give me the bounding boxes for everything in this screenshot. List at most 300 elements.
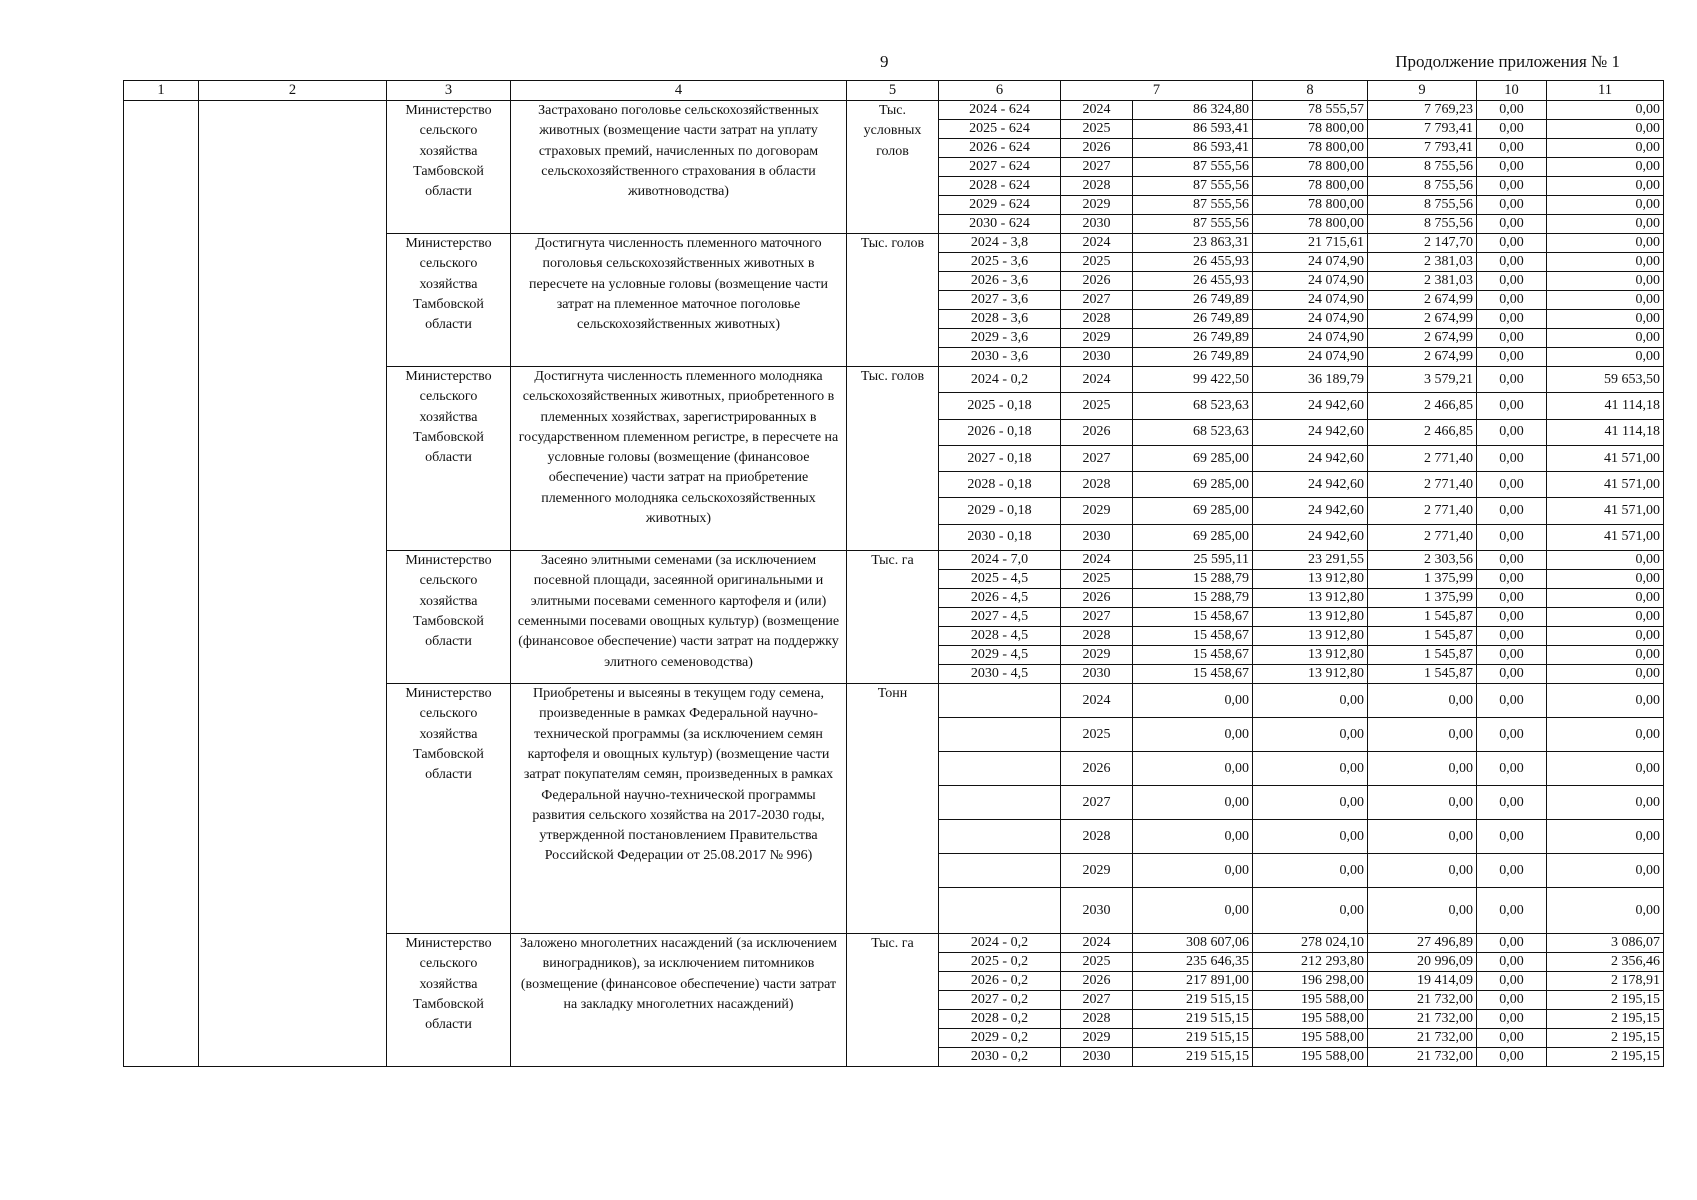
local-budget-cell: 0,00 xyxy=(1477,608,1547,627)
extrabudgetary-cell: 0,00 xyxy=(1547,589,1664,608)
year-cell: 2028 xyxy=(1061,472,1133,498)
year-cell: 2029 xyxy=(1061,498,1133,524)
total-amount-cell: 86 593,41 xyxy=(1133,139,1253,158)
local-budget-cell: 0,00 xyxy=(1477,551,1547,570)
extrabudgetary-cell: 0,00 xyxy=(1547,551,1664,570)
target-value-cell: 2028 - 0,2 xyxy=(939,1010,1061,1029)
regional-budget-cell: 7 793,41 xyxy=(1368,139,1477,158)
target-value-cell: 2027 - 0,18 xyxy=(939,445,1061,471)
extrabudgetary-cell: 0,00 xyxy=(1547,234,1664,253)
total-amount-cell: 68 523,63 xyxy=(1133,393,1253,419)
federal-budget-cell: 13 912,80 xyxy=(1253,589,1368,608)
year-cell: 2024 xyxy=(1061,234,1133,253)
total-amount-cell: 69 285,00 xyxy=(1133,472,1253,498)
local-budget-cell: 0,00 xyxy=(1477,393,1547,419)
local-budget-cell: 0,00 xyxy=(1477,445,1547,471)
regional-budget-cell: 1 545,87 xyxy=(1368,627,1477,646)
regional-budget-cell: 7 793,41 xyxy=(1368,120,1477,139)
result-indicator-cell: Засеяно элитными семенами (за исключением посевной площади, засеянной оригинальными и элитными посевами семенного картофеля и (или) семенными посевами овощных культур) (возмещение (финансовое обеспечение) части затрат на поддержку элитного семеноводства) xyxy=(511,551,847,684)
empty-col1-cell xyxy=(124,101,199,1067)
federal-budget-cell: 212 293,80 xyxy=(1253,953,1368,972)
federal-budget-cell: 0,00 xyxy=(1253,718,1368,752)
federal-budget-cell: 0,00 xyxy=(1253,854,1368,888)
target-value-cell xyxy=(939,684,1061,718)
extrabudgetary-cell: 0,00 xyxy=(1547,177,1664,196)
target-value-cell: 2029 - 4,5 xyxy=(939,646,1061,665)
regional-budget-cell: 1 375,99 xyxy=(1368,570,1477,589)
local-budget-cell: 0,00 xyxy=(1477,196,1547,215)
funding-table xyxy=(123,80,1664,1067)
federal-budget-cell: 24 942,60 xyxy=(1253,472,1368,498)
year-cell: 2027 xyxy=(1061,291,1133,310)
federal-budget-cell: 13 912,80 xyxy=(1253,627,1368,646)
year-cell: 2026 xyxy=(1061,139,1133,158)
federal-budget-cell: 24 942,60 xyxy=(1253,524,1368,550)
responsible-executor-cell: Министерство сельского хозяйства Тамбовской области xyxy=(387,934,511,1067)
result-indicator-cell: Достигнута численность племенного маточного поголовья сельскохозяйственных животных в пересчете на условные головы (возмещение части затрат на племенное маточное поголовье сельскохозяйственных животных) xyxy=(511,234,847,367)
column-header: 11 xyxy=(1547,81,1664,101)
federal-budget-cell: 21 715,61 xyxy=(1253,234,1368,253)
target-value-cell: 2024 - 3,8 xyxy=(939,234,1061,253)
regional-budget-cell: 3 579,21 xyxy=(1368,367,1477,393)
total-amount-cell: 15 458,67 xyxy=(1133,627,1253,646)
total-amount-cell: 235 646,35 xyxy=(1133,953,1253,972)
regional-budget-cell: 2 674,99 xyxy=(1368,329,1477,348)
extrabudgetary-cell: 2 178,91 xyxy=(1547,972,1664,991)
regional-budget-cell: 2 771,40 xyxy=(1368,445,1477,471)
extrabudgetary-cell: 0,00 xyxy=(1547,348,1664,367)
extrabudgetary-cell: 0,00 xyxy=(1547,329,1664,348)
federal-budget-cell: 24 074,90 xyxy=(1253,348,1368,367)
local-budget-cell: 0,00 xyxy=(1477,310,1547,329)
target-value-cell xyxy=(939,786,1061,820)
federal-budget-cell: 195 588,00 xyxy=(1253,1029,1368,1048)
extrabudgetary-cell: 2 356,46 xyxy=(1547,953,1664,972)
total-amount-cell: 15 458,67 xyxy=(1133,665,1253,684)
local-budget-cell: 0,00 xyxy=(1477,329,1547,348)
target-value-cell: 2029 - 624 xyxy=(939,196,1061,215)
target-value-cell xyxy=(939,718,1061,752)
local-budget-cell: 0,00 xyxy=(1477,120,1547,139)
total-amount-cell: 69 285,00 xyxy=(1133,498,1253,524)
column-header: 8 xyxy=(1253,81,1368,101)
target-value-cell: 2028 - 4,5 xyxy=(939,627,1061,646)
regional-budget-cell: 2 381,03 xyxy=(1368,272,1477,291)
target-value-cell: 2025 - 624 xyxy=(939,120,1061,139)
extrabudgetary-cell: 0,00 xyxy=(1547,820,1664,854)
extrabudgetary-cell: 0,00 xyxy=(1547,139,1664,158)
local-budget-cell: 0,00 xyxy=(1477,665,1547,684)
target-value-cell: 2025 - 0,2 xyxy=(939,953,1061,972)
regional-budget-cell: 2 303,56 xyxy=(1368,551,1477,570)
year-cell: 2027 xyxy=(1061,158,1133,177)
regional-budget-cell: 2 674,99 xyxy=(1368,348,1477,367)
extrabudgetary-cell: 0,00 xyxy=(1547,272,1664,291)
year-cell: 2030 xyxy=(1061,1048,1133,1067)
total-amount-cell: 15 458,67 xyxy=(1133,608,1253,627)
local-budget-cell: 0,00 xyxy=(1477,234,1547,253)
total-amount-cell: 87 555,56 xyxy=(1133,215,1253,234)
total-amount-cell: 87 555,56 xyxy=(1133,196,1253,215)
total-amount-cell: 0,00 xyxy=(1133,888,1253,934)
local-budget-cell: 0,00 xyxy=(1477,367,1547,393)
local-budget-cell: 0,00 xyxy=(1477,953,1547,972)
table-body xyxy=(124,101,1664,1067)
year-cell: 2027 xyxy=(1061,786,1133,820)
year-cell: 2028 xyxy=(1061,310,1133,329)
extrabudgetary-cell: 0,00 xyxy=(1547,665,1664,684)
target-value-cell: 2030 - 3,6 xyxy=(939,348,1061,367)
total-amount-cell: 87 555,56 xyxy=(1133,177,1253,196)
total-amount-cell: 15 458,67 xyxy=(1133,646,1253,665)
regional-budget-cell: 8 755,56 xyxy=(1368,177,1477,196)
target-value-cell: 2029 - 3,6 xyxy=(939,329,1061,348)
federal-budget-cell: 195 588,00 xyxy=(1253,1048,1368,1067)
column-header: 5 xyxy=(847,81,939,101)
total-amount-cell: 0,00 xyxy=(1133,854,1253,888)
extrabudgetary-cell: 0,00 xyxy=(1547,253,1664,272)
total-amount-cell: 69 285,00 xyxy=(1133,524,1253,550)
regional-budget-cell: 1 545,87 xyxy=(1368,646,1477,665)
year-cell: 2027 xyxy=(1061,991,1133,1010)
local-budget-cell: 0,00 xyxy=(1477,1010,1547,1029)
local-budget-cell: 0,00 xyxy=(1477,646,1547,665)
target-value-cell: 2024 - 7,0 xyxy=(939,551,1061,570)
local-budget-cell: 0,00 xyxy=(1477,627,1547,646)
regional-budget-cell: 8 755,56 xyxy=(1368,196,1477,215)
total-amount-cell: 87 555,56 xyxy=(1133,158,1253,177)
unit-cell: Тыс. га xyxy=(847,934,939,1067)
federal-budget-cell: 78 800,00 xyxy=(1253,196,1368,215)
unit-cell: Тыс. га xyxy=(847,551,939,684)
extrabudgetary-cell: 0,00 xyxy=(1547,854,1664,888)
federal-budget-cell: 13 912,80 xyxy=(1253,665,1368,684)
extrabudgetary-cell: 41 571,00 xyxy=(1547,472,1664,498)
target-value-cell: 2026 - 0,2 xyxy=(939,972,1061,991)
total-amount-cell: 26 749,89 xyxy=(1133,348,1253,367)
total-amount-cell: 86 324,80 xyxy=(1133,101,1253,120)
target-value-cell: 2027 - 624 xyxy=(939,158,1061,177)
year-cell: 2026 xyxy=(1061,272,1133,291)
target-value-cell: 2026 - 624 xyxy=(939,139,1061,158)
unit-cell: Тыс. голов xyxy=(847,234,939,367)
target-value-cell xyxy=(939,854,1061,888)
extrabudgetary-cell: 0,00 xyxy=(1547,608,1664,627)
regional-budget-cell: 8 755,56 xyxy=(1368,215,1477,234)
regional-budget-cell: 0,00 xyxy=(1368,684,1477,718)
extrabudgetary-cell: 2 195,15 xyxy=(1547,1048,1664,1067)
target-value-cell: 2026 - 4,5 xyxy=(939,589,1061,608)
extrabudgetary-cell: 0,00 xyxy=(1547,310,1664,329)
regional-budget-cell: 2 381,03 xyxy=(1368,253,1477,272)
year-cell: 2030 xyxy=(1061,524,1133,550)
target-value-cell: 2030 - 4,5 xyxy=(939,665,1061,684)
total-amount-cell: 219 515,15 xyxy=(1133,1029,1253,1048)
extrabudgetary-cell: 0,00 xyxy=(1547,291,1664,310)
target-value-cell: 2030 - 0,18 xyxy=(939,524,1061,550)
year-cell: 2028 xyxy=(1061,820,1133,854)
total-amount-cell: 15 288,79 xyxy=(1133,570,1253,589)
column-header: 2 xyxy=(199,81,387,101)
regional-budget-cell: 27 496,89 xyxy=(1368,934,1477,953)
federal-budget-cell: 36 189,79 xyxy=(1253,367,1368,393)
total-amount-cell: 68 523,63 xyxy=(1133,419,1253,445)
result-indicator-cell: Приобретены и высеяны в текущем году семена, произведенные в рамках Федеральной научно-технической программы (за исключением семян картофеля и овощных культур) (возмещение части затрат покупателям семян, произведенных в рамках Федеральной научно-технической программы развития сельского хозяйства на 2017-2030 годы, утвержденной постановлением Правительства Российской Федерации от 25.08.2017 № 996) xyxy=(511,684,847,934)
year-cell: 2029 xyxy=(1061,1029,1133,1048)
regional-budget-cell: 20 996,09 xyxy=(1368,953,1477,972)
extrabudgetary-cell: 41 571,00 xyxy=(1547,498,1664,524)
extrabudgetary-cell: 0,00 xyxy=(1547,627,1664,646)
local-budget-cell: 0,00 xyxy=(1477,786,1547,820)
extrabudgetary-cell: 0,00 xyxy=(1547,888,1664,934)
local-budget-cell: 0,00 xyxy=(1477,177,1547,196)
extrabudgetary-cell: 2 195,15 xyxy=(1547,991,1664,1010)
local-budget-cell: 0,00 xyxy=(1477,570,1547,589)
target-value-cell: 2027 - 4,5 xyxy=(939,608,1061,627)
column-header: 1 xyxy=(124,81,199,101)
extrabudgetary-cell: 0,00 xyxy=(1547,570,1664,589)
target-value-cell: 2028 - 624 xyxy=(939,177,1061,196)
extrabudgetary-cell: 0,00 xyxy=(1547,786,1664,820)
regional-budget-cell: 2 771,40 xyxy=(1368,472,1477,498)
federal-budget-cell: 278 024,10 xyxy=(1253,934,1368,953)
year-cell: 2026 xyxy=(1061,589,1133,608)
total-amount-cell: 99 422,50 xyxy=(1133,367,1253,393)
column-header: 6 xyxy=(939,81,1061,101)
year-cell: 2030 xyxy=(1061,665,1133,684)
extrabudgetary-cell: 0,00 xyxy=(1547,215,1664,234)
local-budget-cell: 0,00 xyxy=(1477,215,1547,234)
year-cell: 2028 xyxy=(1061,177,1133,196)
target-value-cell: 2028 - 0,18 xyxy=(939,472,1061,498)
local-budget-cell: 0,00 xyxy=(1477,972,1547,991)
target-value-cell: 2024 - 0,2 xyxy=(939,934,1061,953)
local-budget-cell: 0,00 xyxy=(1477,752,1547,786)
responsible-executor-cell: Министерство сельского хозяйства Тамбовской области xyxy=(387,684,511,934)
target-value-cell: 2029 - 0,2 xyxy=(939,1029,1061,1048)
unit-cell: Тыс. голов xyxy=(847,367,939,551)
total-amount-cell: 0,00 xyxy=(1133,718,1253,752)
extrabudgetary-cell: 2 195,15 xyxy=(1547,1029,1664,1048)
appendix-continuation-heading: Продолжение приложения № 1 xyxy=(1395,52,1620,71)
year-cell: 2025 xyxy=(1061,393,1133,419)
total-amount-cell: 219 515,15 xyxy=(1133,1010,1253,1029)
year-cell: 2024 xyxy=(1061,101,1133,120)
total-amount-cell: 15 288,79 xyxy=(1133,589,1253,608)
total-amount-cell: 217 891,00 xyxy=(1133,972,1253,991)
year-cell: 2029 xyxy=(1061,196,1133,215)
local-budget-cell: 0,00 xyxy=(1477,1048,1547,1067)
local-budget-cell: 0,00 xyxy=(1477,854,1547,888)
regional-budget-cell: 19 414,09 xyxy=(1368,972,1477,991)
table-row xyxy=(124,101,1664,120)
year-cell: 2027 xyxy=(1061,445,1133,471)
federal-budget-cell: 24 074,90 xyxy=(1253,329,1368,348)
responsible-executor-cell: Министерство сельского хозяйства Тамбовской области xyxy=(387,367,511,551)
responsible-executor-cell: Министерство сельского хозяйства Тамбовской области xyxy=(387,234,511,367)
target-value-cell: 2030 - 624 xyxy=(939,215,1061,234)
federal-budget-cell: 24 942,60 xyxy=(1253,419,1368,445)
total-amount-cell: 69 285,00 xyxy=(1133,445,1253,471)
local-budget-cell: 0,00 xyxy=(1477,991,1547,1010)
target-value-cell: 2025 - 4,5 xyxy=(939,570,1061,589)
federal-budget-cell: 78 800,00 xyxy=(1253,177,1368,196)
target-value-cell: 2027 - 0,2 xyxy=(939,991,1061,1010)
federal-budget-cell: 0,00 xyxy=(1253,752,1368,786)
year-cell: 2027 xyxy=(1061,608,1133,627)
federal-budget-cell: 0,00 xyxy=(1253,786,1368,820)
column-header: 9 xyxy=(1368,81,1477,101)
federal-budget-cell: 0,00 xyxy=(1253,820,1368,854)
federal-budget-cell: 196 298,00 xyxy=(1253,972,1368,991)
year-cell: 2028 xyxy=(1061,627,1133,646)
total-amount-cell: 0,00 xyxy=(1133,786,1253,820)
federal-budget-cell: 24 074,90 xyxy=(1253,272,1368,291)
federal-budget-cell: 23 291,55 xyxy=(1253,551,1368,570)
federal-budget-cell: 13 912,80 xyxy=(1253,646,1368,665)
year-cell: 2025 xyxy=(1061,953,1133,972)
target-value-cell: 2027 - 3,6 xyxy=(939,291,1061,310)
total-amount-cell: 26 455,93 xyxy=(1133,253,1253,272)
local-budget-cell: 0,00 xyxy=(1477,158,1547,177)
total-amount-cell: 23 863,31 xyxy=(1133,234,1253,253)
extrabudgetary-cell: 0,00 xyxy=(1547,101,1664,120)
federal-budget-cell: 24 942,60 xyxy=(1253,498,1368,524)
year-cell: 2024 xyxy=(1061,684,1133,718)
extrabudgetary-cell: 0,00 xyxy=(1547,684,1664,718)
federal-budget-cell: 0,00 xyxy=(1253,888,1368,934)
extrabudgetary-cell: 0,00 xyxy=(1547,196,1664,215)
regional-budget-cell: 1 375,99 xyxy=(1368,589,1477,608)
page-number: 9 xyxy=(880,52,889,71)
total-amount-cell: 219 515,15 xyxy=(1133,991,1253,1010)
year-cell: 2030 xyxy=(1061,888,1133,934)
extrabudgetary-cell: 41 114,18 xyxy=(1547,419,1664,445)
federal-budget-cell: 78 800,00 xyxy=(1253,120,1368,139)
regional-budget-cell: 0,00 xyxy=(1368,888,1477,934)
local-budget-cell: 0,00 xyxy=(1477,498,1547,524)
total-amount-cell: 86 593,41 xyxy=(1133,120,1253,139)
extrabudgetary-cell: 3 086,07 xyxy=(1547,934,1664,953)
regional-budget-cell: 0,00 xyxy=(1368,718,1477,752)
extrabudgetary-cell: 0,00 xyxy=(1547,718,1664,752)
local-budget-cell: 0,00 xyxy=(1477,718,1547,752)
target-value-cell: 2030 - 0,2 xyxy=(939,1048,1061,1067)
year-cell: 2024 xyxy=(1061,551,1133,570)
year-cell: 2026 xyxy=(1061,752,1133,786)
extrabudgetary-cell: 0,00 xyxy=(1547,646,1664,665)
local-budget-cell: 0,00 xyxy=(1477,272,1547,291)
target-value-cell xyxy=(939,820,1061,854)
local-budget-cell: 0,00 xyxy=(1477,253,1547,272)
target-value-cell: 2025 - 0,18 xyxy=(939,393,1061,419)
regional-budget-cell: 7 769,23 xyxy=(1368,101,1477,120)
regional-budget-cell: 0,00 xyxy=(1368,854,1477,888)
regional-budget-cell: 2 771,40 xyxy=(1368,498,1477,524)
local-budget-cell: 0,00 xyxy=(1477,684,1547,718)
regional-budget-cell: 8 755,56 xyxy=(1368,158,1477,177)
year-cell: 2028 xyxy=(1061,1010,1133,1029)
local-budget-cell: 0,00 xyxy=(1477,472,1547,498)
extrabudgetary-cell: 59 653,50 xyxy=(1547,367,1664,393)
year-cell: 2025 xyxy=(1061,120,1133,139)
total-amount-cell: 0,00 xyxy=(1133,684,1253,718)
extrabudgetary-cell: 0,00 xyxy=(1547,120,1664,139)
federal-budget-cell: 24 074,90 xyxy=(1253,253,1368,272)
year-cell: 2025 xyxy=(1061,718,1133,752)
regional-budget-cell: 2 466,85 xyxy=(1368,419,1477,445)
target-value-cell: 2029 - 0,18 xyxy=(939,498,1061,524)
local-budget-cell: 0,00 xyxy=(1477,524,1547,550)
result-indicator-cell: Достигнута численность племенного молодняка сельскохозяйственных животных, приобретенного в племенных хозяйствах, зарегистрированных в государственном племенном регистре, в пересчете на условные головы (возмещение (финансовое обеспечение) части затрат на приобретение племенного молодняка сельскохозяйственных животных) xyxy=(511,367,847,551)
federal-budget-cell: 24 942,60 xyxy=(1253,445,1368,471)
target-value-cell xyxy=(939,752,1061,786)
federal-budget-cell: 24 942,60 xyxy=(1253,393,1368,419)
regional-budget-cell: 2 147,70 xyxy=(1368,234,1477,253)
regional-budget-cell: 0,00 xyxy=(1368,786,1477,820)
regional-budget-cell: 21 732,00 xyxy=(1368,1010,1477,1029)
regional-budget-cell: 0,00 xyxy=(1368,752,1477,786)
regional-budget-cell: 21 732,00 xyxy=(1368,1029,1477,1048)
column-number-row xyxy=(124,81,1664,101)
extrabudgetary-cell: 41 571,00 xyxy=(1547,445,1664,471)
extrabudgetary-cell: 0,00 xyxy=(1547,158,1664,177)
target-value-cell: 2026 - 0,18 xyxy=(939,419,1061,445)
year-cell: 2030 xyxy=(1061,348,1133,367)
year-cell: 2030 xyxy=(1061,215,1133,234)
target-value-cell xyxy=(939,888,1061,934)
empty-col2-cell xyxy=(199,101,387,1067)
local-budget-cell: 0,00 xyxy=(1477,348,1547,367)
regional-budget-cell: 0,00 xyxy=(1368,820,1477,854)
regional-budget-cell: 2 466,85 xyxy=(1368,393,1477,419)
federal-budget-cell: 78 555,57 xyxy=(1253,101,1368,120)
federal-budget-cell: 0,00 xyxy=(1253,684,1368,718)
local-budget-cell: 0,00 xyxy=(1477,139,1547,158)
total-amount-cell: 0,00 xyxy=(1133,752,1253,786)
extrabudgetary-cell: 41 571,00 xyxy=(1547,524,1664,550)
federal-budget-cell: 78 800,00 xyxy=(1253,215,1368,234)
total-amount-cell: 25 595,11 xyxy=(1133,551,1253,570)
regional-budget-cell: 21 732,00 xyxy=(1368,1048,1477,1067)
local-budget-cell: 0,00 xyxy=(1477,934,1547,953)
regional-budget-cell: 21 732,00 xyxy=(1368,991,1477,1010)
year-cell: 2024 xyxy=(1061,934,1133,953)
total-amount-cell: 26 749,89 xyxy=(1133,329,1253,348)
year-cell: 2029 xyxy=(1061,646,1133,665)
federal-budget-cell: 13 912,80 xyxy=(1253,608,1368,627)
federal-budget-cell: 195 588,00 xyxy=(1253,1010,1368,1029)
year-cell: 2025 xyxy=(1061,253,1133,272)
federal-budget-cell: 24 074,90 xyxy=(1253,291,1368,310)
result-indicator-cell: Застраховано поголовье сельскохозяйственных животных (возмещение части затрат на уплату страховых премий, начисленных по договорам сельскохозяйственного страхования в области животноводства) xyxy=(511,101,847,234)
responsible-executor-cell: Министерство сельского хозяйства Тамбовской области xyxy=(387,101,511,234)
local-budget-cell: 0,00 xyxy=(1477,888,1547,934)
year-cell: 2026 xyxy=(1061,972,1133,991)
regional-budget-cell: 1 545,87 xyxy=(1368,608,1477,627)
local-budget-cell: 0,00 xyxy=(1477,419,1547,445)
target-value-cell: 2024 - 0,2 xyxy=(939,367,1061,393)
total-amount-cell: 308 607,06 xyxy=(1133,934,1253,953)
local-budget-cell: 0,00 xyxy=(1477,101,1547,120)
column-header: 4 xyxy=(511,81,847,101)
total-amount-cell: 26 749,89 xyxy=(1133,310,1253,329)
extrabudgetary-cell: 0,00 xyxy=(1547,752,1664,786)
federal-budget-cell: 13 912,80 xyxy=(1253,570,1368,589)
target-value-cell: 2025 - 3,6 xyxy=(939,253,1061,272)
local-budget-cell: 0,00 xyxy=(1477,820,1547,854)
unit-cell: Тыс. условных голов xyxy=(847,101,939,234)
